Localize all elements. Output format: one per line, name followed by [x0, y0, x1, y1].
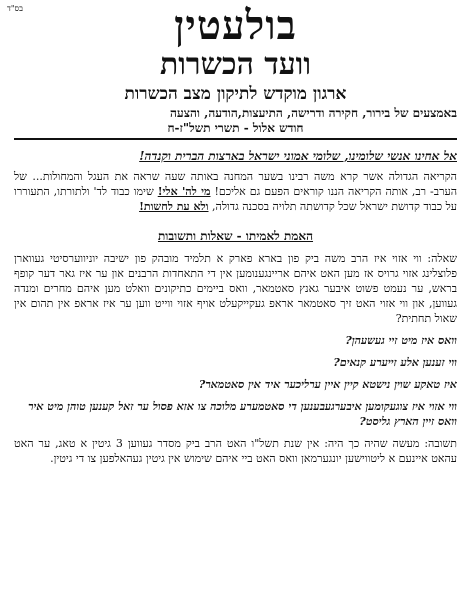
intro-emphasis-2: ולא עת לחשות!	[139, 200, 209, 213]
intro-emphasis-1: מי לה' אלי!	[157, 185, 211, 198]
header-divider	[14, 138, 457, 140]
question-paragraph: שאלה: ווי אזוי איז הרב משה ביק פון בארא פארק א תלמיד מובהק פון ישיבה יוניווערסיטי געווארן פלוצלינג אזוי גרויס אז מען האט איהם אריינגענומען אין די התאחדות הרבנים און ער איז גאר דער קופף בראש, ער נעמט פשוט איבער גאנץ סאטמאר, וואס ביימים כתיקונים וואלט מען איהם מחרים ומנדה געווען, און ווי אזוי האט זיך סאטמאר אראפ געקייקעלט אויף אזוי ווייט ווען ער איז אראפ אין תהום אין שאול תחתית?	[14, 252, 457, 325]
organization-line: ארגון מוקדש לתיקון מצב הכשרות	[124, 84, 347, 104]
section-title: האמת לאמיתו - שאלות ותשובות	[157, 229, 314, 243]
appeal-heading: אל אחינו אנשי שלומינו, שלומי אמוני ישראל בארצות הברית וקנדה!	[139, 149, 457, 163]
answer-paragraph: תשובה: מעשה שהיה כך היה: אין שנת תשל"ו האט הרב ביק מסדר געווען 3 גיטין א טאג, ער האט עהאט איינעם א ליטווישען יונגערמאן וואס האט ביי איהם שימוש אין גיטין געהאלפען צו די גיטין.	[14, 437, 457, 465]
followup-question-2: ווי זענען אלע זייערע קנאים?	[333, 356, 457, 369]
bulletin-title: בולעטין	[174, 2, 297, 49]
followup-question-3: איז טאקע שוין נישטא קיין איין ערליכער איד אין סאטמאר?	[198, 378, 457, 391]
intro-paragraph	[14, 169, 457, 214]
intro-text-1: הקריאה הגדולה אשר קרא משה רבינו בשער המחנה באותה שעה שראה את העגל והמחולות... של הערב- רב, אותה הקריאה הננו קוראים הפעם גם אליכם!	[14, 170, 458, 198]
bulletin-body	[14, 4, 457, 466]
intro-text-2: שימו כבוד לד' ולתורתו, התעוררו על כבוד קדושת ישראל שכל קדושתה תלויה בסכנה גדולה,	[14, 185, 457, 213]
corner-mark: בס"ד	[7, 4, 23, 13]
bulletin-subtitle: וועד הכשרות	[159, 47, 312, 82]
means-line: באמצעים של בירור, חקירה ודרישה, התיעצות,הודעה, והצעה	[170, 106, 457, 120]
followup-question-1: וואס איז מיט זיי געשעהן?	[345, 334, 457, 347]
date-line: חודש אלול - תשרי תשל"ז-ח	[167, 121, 304, 135]
followup-question-4: ווי אזוי איז צוגעקומען איבערגעבענען די סאטמערע מלוכה צו אזא פסול ער זאל קענען טוהן מיט איר וואס זיין הארץ גליסט?	[28, 400, 457, 428]
